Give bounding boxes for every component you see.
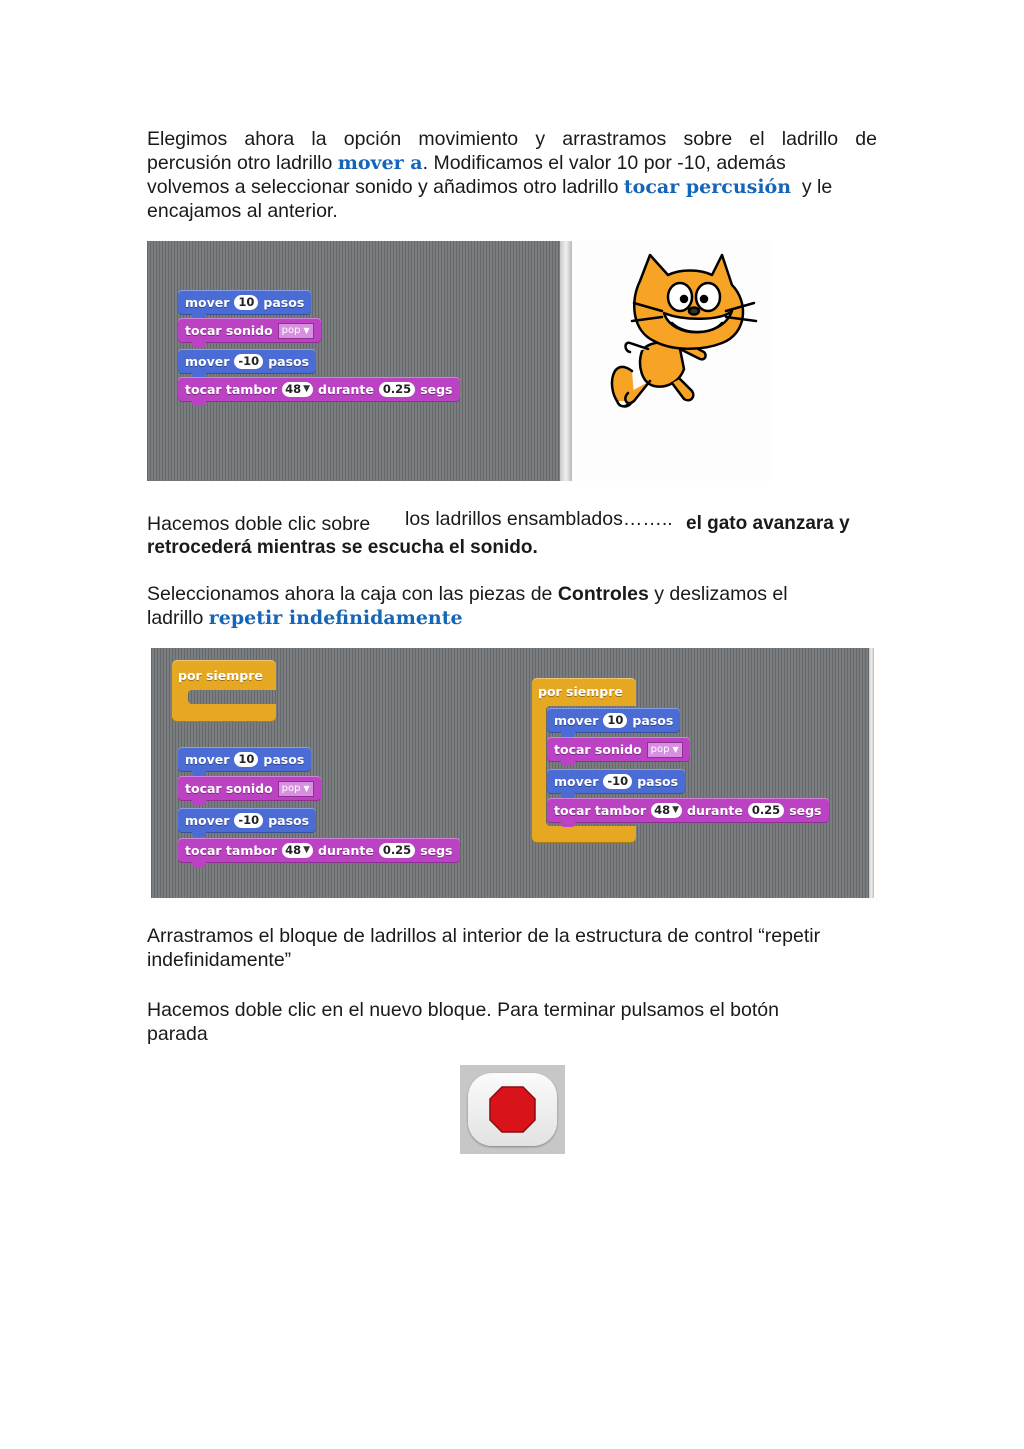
text-span: los ladrillos ensamblados…….. [405, 508, 673, 530]
block-move[interactable] [178, 747, 311, 772]
block-label: segs [420, 382, 453, 397]
drum-dropdown[interactable] [282, 382, 313, 397]
text-line: parada [147, 1023, 208, 1045]
text-span: el gato avanzara y [686, 513, 850, 534]
code-mover-a: mover a [337, 152, 423, 174]
number-input[interactable]: -10 [234, 354, 263, 369]
block-label: tocar sonido [554, 742, 642, 757]
block-label: pasos [268, 354, 310, 369]
number-input[interactable]: 10 [234, 295, 258, 310]
sound-menu[interactable] [647, 742, 683, 758]
block-label: mover [554, 713, 599, 728]
block-label: tocar tambor [185, 382, 278, 397]
block-label: durante [318, 382, 374, 397]
paragraph-stop [147, 998, 877, 1046]
paragraph-controls [147, 582, 877, 630]
block-move[interactable] [178, 808, 316, 833]
block-label: segs [789, 803, 822, 818]
block-label: mover [185, 752, 230, 767]
text-span: ladrillo [147, 607, 209, 629]
block-label: mover [185, 813, 230, 828]
text-span: volvemos a seleccionar sonido y añadimos otro ladrillo [147, 176, 624, 198]
menu-value: pop [281, 782, 301, 794]
block-label: pasos [637, 774, 679, 789]
block-label: pasos [263, 295, 305, 310]
drum-dropdown[interactable] [282, 843, 313, 858]
scratch-cat-icon [572, 241, 772, 481]
block-label: durante [318, 843, 374, 858]
text-span: y deslizamos el [648, 583, 788, 605]
number-input[interactable]: -10 [603, 774, 632, 789]
block-label: mover [185, 354, 230, 369]
menu-value: pop [650, 743, 670, 755]
dropdown-arrow-icon: ▼ [303, 384, 310, 394]
number-input[interactable]: 10 [234, 752, 258, 767]
code-tocar-percusion: tocar percusión [623, 176, 792, 198]
number-input[interactable]: -10 [234, 813, 263, 828]
block-label: por siempre [538, 684, 623, 699]
block-label: tocar sonido [185, 323, 273, 338]
block-move[interactable] [178, 349, 316, 374]
block-move[interactable] [547, 708, 680, 733]
text-line: indefinidamente” [147, 949, 292, 971]
block-label: pasos [632, 713, 674, 728]
text-span: Seleccionamos ahora la caja con las piezas de [147, 583, 558, 605]
block-label: segs [420, 843, 453, 858]
text-line: Hacemos doble clic en el nuevo bloque. Para terminar pulsamos el botón [147, 999, 779, 1021]
block-label: pasos [263, 752, 305, 767]
number-input[interactable]: 10 [603, 713, 627, 728]
text-line [147, 151, 877, 175]
paragraph-drag [147, 924, 877, 972]
block-play-sound[interactable] [178, 776, 321, 801]
number-input[interactable]: 0.25 [379, 843, 415, 858]
dropdown-value: 48 [285, 843, 302, 857]
drum-dropdown[interactable] [651, 803, 682, 818]
text-line [147, 606, 877, 630]
sound-menu[interactable] [278, 781, 314, 797]
sound-menu[interactable] [278, 323, 314, 339]
block-move[interactable] [178, 290, 311, 315]
block-play-drum[interactable] [547, 798, 829, 823]
block-play-drum[interactable] [178, 838, 460, 863]
number-input[interactable]: 0.25 [748, 803, 784, 818]
scrollbar[interactable] [869, 648, 874, 898]
block-play-drum[interactable] [178, 377, 460, 402]
stop-button[interactable] [460, 1065, 565, 1154]
block-move[interactable] [547, 769, 685, 794]
stop-button-face [468, 1073, 557, 1146]
block-label: mover [185, 295, 230, 310]
text-span: . Modificamos el valor 10 por -10, además [422, 152, 786, 174]
dropdown-arrow-icon: ▼ [303, 845, 310, 855]
text-span: percusión otro ladrillo [147, 152, 338, 174]
text-bold: Controles [557, 583, 649, 605]
text-span: y le [791, 176, 833, 198]
text-line: encajamos al anterior. [147, 200, 338, 222]
text-span: Hacemos doble clic sobre [147, 513, 371, 535]
block-label: tocar tambor [185, 843, 278, 858]
block-label: pasos [268, 813, 310, 828]
block-label: tocar sonido [185, 781, 273, 796]
text-line [147, 582, 877, 606]
menu-value: pop [281, 324, 301, 336]
text-line: Arrastramos el bloque de ladrillos al interior de la estructura de control “repetir [147, 925, 821, 947]
stage [572, 241, 772, 481]
block-label: por siempre [178, 668, 263, 683]
block-play-sound[interactable] [547, 737, 690, 762]
text-line [147, 175, 877, 199]
paragraph-intro [147, 127, 877, 223]
block-play-sound[interactable] [178, 318, 321, 343]
dropdown-arrow-icon: ▼ [303, 325, 310, 335]
block-label: mover [554, 774, 599, 789]
code-repetir: repetir indefinidamente [208, 607, 463, 629]
stop-sign-icon [468, 1073, 557, 1146]
dropdown-value: 48 [654, 803, 671, 817]
block-label: tocar tambor [554, 803, 647, 818]
number-input[interactable]: 0.25 [379, 382, 415, 397]
forever-block[interactable] [172, 660, 276, 722]
paragraph-double-click [147, 510, 877, 560]
dropdown-arrow-icon: ▼ [672, 805, 679, 815]
forever-mouth [188, 690, 276, 704]
dropdown-arrow-icon: ▼ [672, 744, 679, 754]
text-line [147, 510, 877, 534]
text-line: Elegimos ahora la opción movimiento y arrastramos sobre el ladrillo de [147, 128, 877, 150]
dropdown-value: 48 [285, 382, 302, 396]
scrollbar[interactable] [560, 241, 572, 481]
block-label: durante [687, 803, 743, 818]
dropdown-arrow-icon: ▼ [303, 783, 310, 793]
text-line: retrocederá mientras se escucha el sonido. [147, 537, 538, 558]
